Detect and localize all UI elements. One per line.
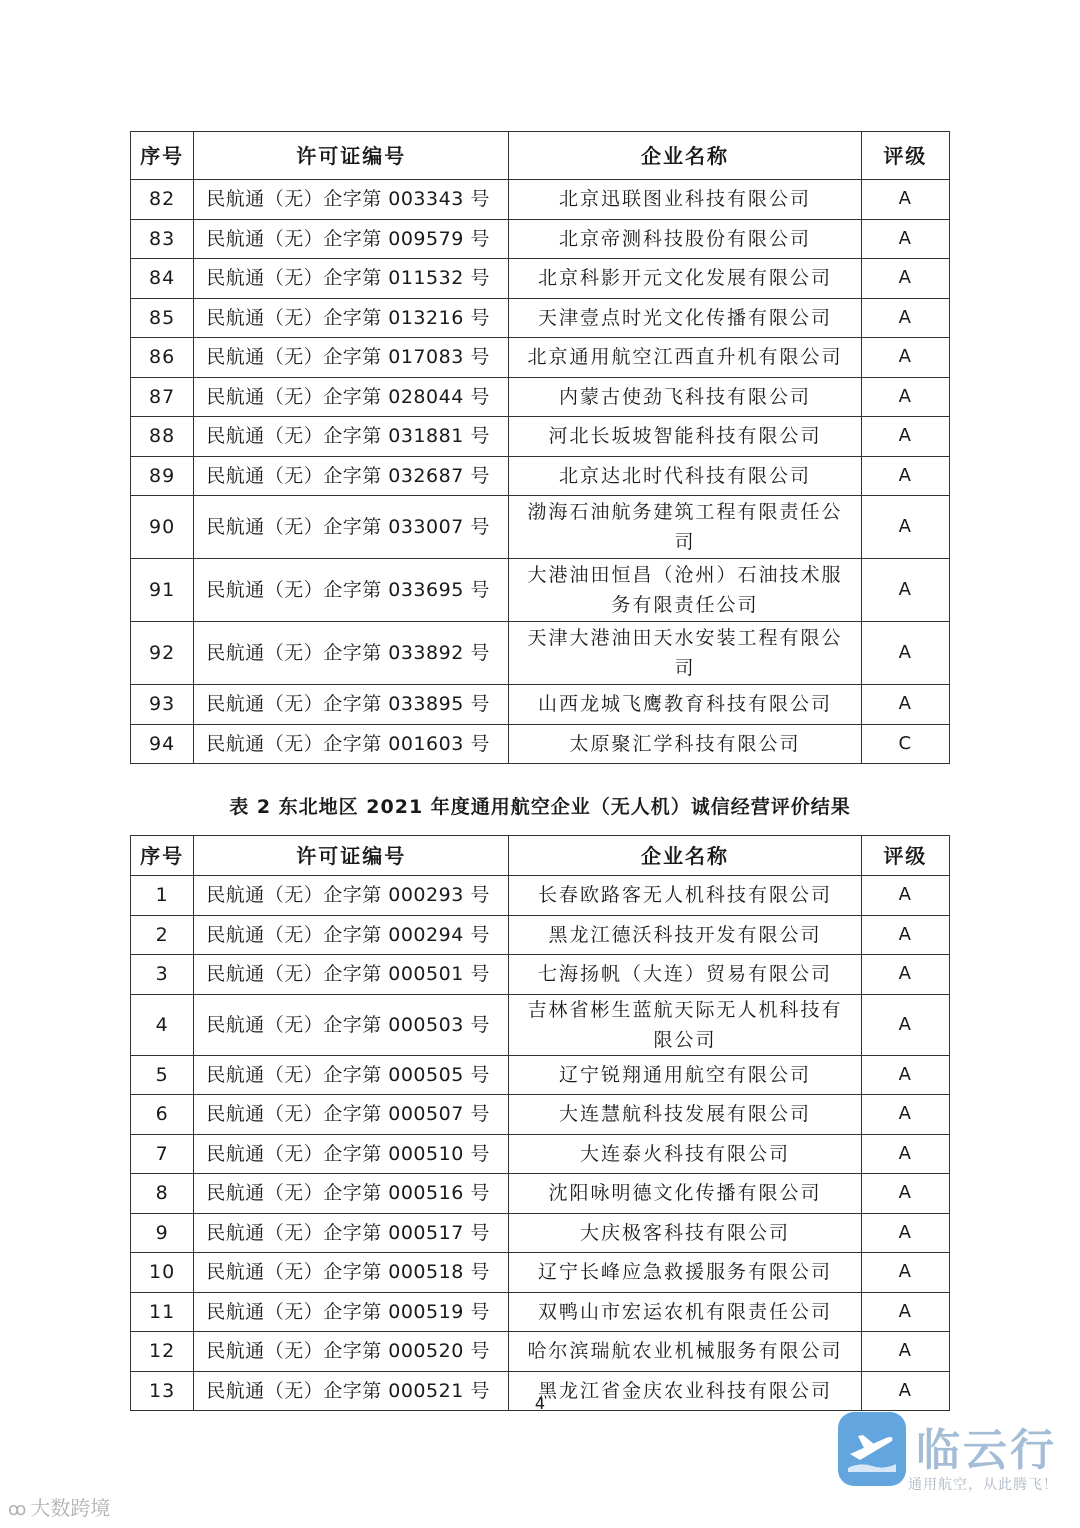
- company-cell: 北京科影开元文化发展有限公司: [509, 259, 861, 299]
- grade-cell: A: [861, 338, 949, 378]
- table-row: [131, 1095, 950, 1135]
- serial-cell: 5: [131, 1055, 194, 1095]
- grade-cell: A: [861, 1134, 949, 1174]
- license-cell: 民航通（无）企字第 003343 号: [194, 180, 509, 220]
- table-row: [131, 685, 950, 725]
- table-row: [131, 1292, 950, 1332]
- grade-cell: A: [861, 259, 949, 299]
- company-cell: 天津大港油田天水安装工程有限公司: [509, 622, 861, 685]
- table-row: [131, 994, 950, 1055]
- airplane-icon: [838, 1412, 906, 1486]
- license-cell: 民航通（无）企字第 000519 号: [194, 1292, 509, 1332]
- license-cell: 民航通（无）企字第 000517 号: [194, 1213, 509, 1253]
- page-number: 4: [534, 1394, 546, 1413]
- company-cell: 北京通用航空江西直升机有限公司: [509, 338, 861, 378]
- grade-cell: A: [861, 219, 949, 259]
- license-cell: 民航通（无）企字第 000520 号: [194, 1332, 509, 1372]
- table-row: [131, 876, 950, 916]
- logo-title: 临云行: [916, 1425, 1057, 1476]
- serial-cell: 82: [131, 180, 194, 220]
- header-company: 企业名称: [509, 836, 861, 876]
- header-grade: 评级: [861, 836, 949, 876]
- serial-cell: 12: [131, 1332, 194, 1372]
- evaluation-table-north: [130, 131, 950, 764]
- serial-cell: 1: [131, 876, 194, 916]
- company-cell: 河北长坂坡智能科技有限公司: [509, 417, 861, 457]
- license-cell: 民航通（无）企字第 000503 号: [194, 994, 509, 1055]
- grade-cell: A: [861, 876, 949, 916]
- company-cell: 渤海石油航务建筑工程有限责任公司: [509, 496, 861, 559]
- license-cell: 民航通（无）企字第 000293 号: [194, 876, 509, 916]
- license-cell: 民航通（无）企字第 033695 号: [194, 559, 509, 622]
- serial-cell: 10: [131, 1253, 194, 1293]
- company-cell: 山西龙城飞鹰教育科技有限公司: [509, 685, 861, 725]
- company-cell: 太原聚汇学科技有限公司: [509, 724, 861, 764]
- table-row: [131, 955, 950, 995]
- company-cell: 哈尔滨瑞航农业机械服务有限公司: [509, 1332, 861, 1372]
- brand-logo: [838, 1412, 1068, 1512]
- license-cell: 民航通（无）企字第 009579 号: [194, 219, 509, 259]
- license-cell: 民航通（无）企字第 013216 号: [194, 298, 509, 338]
- serial-cell: 7: [131, 1134, 194, 1174]
- company-cell: 黑龙江省金庆农业科技有限公司: [509, 1371, 861, 1411]
- grade-cell: A: [861, 1292, 949, 1332]
- company-cell: 七海扬帆（大连）贸易有限公司: [509, 955, 861, 995]
- grade-cell: A: [861, 1213, 949, 1253]
- license-cell: 民航通（无）企字第 000518 号: [194, 1253, 509, 1293]
- header-serial: 序号: [131, 132, 194, 180]
- table-header-row: [131, 132, 950, 180]
- company-cell: 天津壹点时光文化传播有限公司: [509, 298, 861, 338]
- license-cell: 民航通（无）企字第 000510 号: [194, 1134, 509, 1174]
- serial-cell: 89: [131, 456, 194, 496]
- grade-cell: A: [861, 622, 949, 685]
- serial-cell: 84: [131, 259, 194, 299]
- license-cell: 民航通（无）企字第 000507 号: [194, 1095, 509, 1135]
- table-row: [131, 1213, 950, 1253]
- header-license: 许可证编号: [194, 836, 509, 876]
- table-row: [131, 298, 950, 338]
- license-cell: 民航通（无）企字第 000521 号: [194, 1371, 509, 1411]
- serial-cell: 2: [131, 915, 194, 955]
- grade-cell: A: [861, 1055, 949, 1095]
- grade-cell: A: [861, 994, 949, 1055]
- table-row: [131, 456, 950, 496]
- header-company: 企业名称: [509, 132, 861, 180]
- serial-cell: 4: [131, 994, 194, 1055]
- header-license: 许可证编号: [194, 132, 509, 180]
- license-cell: 民航通（无）企字第 028044 号: [194, 377, 509, 417]
- table-row: [131, 724, 950, 764]
- license-cell: 民航通（无）企字第 000501 号: [194, 955, 509, 995]
- company-cell: 双鸭山市宏运农机有限责任公司: [509, 1292, 861, 1332]
- table-row: [131, 259, 950, 299]
- table-caption: 表 2 东北地区 2021 年度通用航空企业（无人机）诚信经营评价结果: [229, 796, 851, 818]
- grade-cell: A: [861, 685, 949, 725]
- serial-cell: 13: [131, 1371, 194, 1411]
- grade-cell: A: [861, 1253, 949, 1293]
- header-grade: 评级: [861, 132, 949, 180]
- header-serial: 序号: [131, 836, 194, 876]
- grade-cell: A: [861, 377, 949, 417]
- serial-cell: 6: [131, 1095, 194, 1135]
- grade-cell: A: [861, 1174, 949, 1214]
- table-row: [131, 1055, 950, 1095]
- serial-cell: 87: [131, 377, 194, 417]
- table-row: [131, 1134, 950, 1174]
- table-row: [131, 622, 950, 685]
- serial-cell: 93: [131, 685, 194, 725]
- table-header-row: [131, 836, 950, 876]
- serial-cell: 86: [131, 338, 194, 378]
- serial-cell: 92: [131, 622, 194, 685]
- grade-cell: A: [861, 496, 949, 559]
- company-cell: 辽宁长峰应急救援服务有限公司: [509, 1253, 861, 1293]
- license-cell: 民航通（无）企字第 017083 号: [194, 338, 509, 378]
- company-cell: 大港油田恒昌（沧州）石油技术服务有限责任公司: [509, 559, 861, 622]
- serial-cell: 88: [131, 417, 194, 457]
- table-row: [131, 180, 950, 220]
- company-cell: 长春欧路客无人机科技有限公司: [509, 876, 861, 916]
- grade-cell: A: [861, 915, 949, 955]
- table-row: [131, 496, 950, 559]
- serial-cell: 91: [131, 559, 194, 622]
- license-cell: 民航通（无）企字第 031881 号: [194, 417, 509, 457]
- table-row: [131, 915, 950, 955]
- table-row: [131, 338, 950, 378]
- watermark-icon: ꝏ: [8, 1499, 27, 1520]
- company-cell: 辽宁锐翔通用航空有限公司: [509, 1055, 861, 1095]
- table-row: [131, 559, 950, 622]
- grade-cell: C: [861, 724, 949, 764]
- watermark-text: 大数跨境: [30, 1496, 111, 1520]
- company-cell: 沈阳咏明德文化传播有限公司: [509, 1174, 861, 1214]
- license-cell: 民航通（无）企字第 000516 号: [194, 1174, 509, 1214]
- license-cell: 民航通（无）企字第 033892 号: [194, 622, 509, 685]
- company-cell: 吉林省彬生蓝航天际无人机科技有限公司: [509, 994, 861, 1055]
- grade-cell: A: [861, 1371, 949, 1411]
- grade-cell: A: [861, 456, 949, 496]
- table-row: [131, 1174, 950, 1214]
- company-cell: 北京帝测科技股份有限公司: [509, 219, 861, 259]
- watermark: [8, 1492, 110, 1521]
- grade-cell: A: [861, 1332, 949, 1372]
- grade-cell: A: [861, 559, 949, 622]
- company-cell: 大庆极客科技有限公司: [509, 1213, 861, 1253]
- license-cell: 民航通（无）企字第 001603 号: [194, 724, 509, 764]
- company-cell: 北京达北时代科技有限公司: [509, 456, 861, 496]
- grade-cell: A: [861, 298, 949, 338]
- grade-cell: A: [861, 1095, 949, 1135]
- table-row: [131, 377, 950, 417]
- license-cell: 民航通（无）企字第 011532 号: [194, 259, 509, 299]
- serial-cell: 3: [131, 955, 194, 995]
- license-cell: 民航通（无）企字第 000505 号: [194, 1055, 509, 1095]
- serial-cell: 94: [131, 724, 194, 764]
- license-cell: 民航通（无）企字第 000294 号: [194, 915, 509, 955]
- table-row: [131, 417, 950, 457]
- serial-cell: 11: [131, 1292, 194, 1332]
- serial-cell: 9: [131, 1213, 194, 1253]
- license-cell: 民航通（无）企字第 033007 号: [194, 496, 509, 559]
- company-cell: 北京迅联图业科技有限公司: [509, 180, 861, 220]
- license-cell: 民航通（无）企字第 033895 号: [194, 685, 509, 725]
- table-row: [131, 1253, 950, 1293]
- table-row: [131, 219, 950, 259]
- evaluation-table-northeast: [130, 835, 950, 1411]
- license-cell: 民航通（无）企字第 032687 号: [194, 456, 509, 496]
- company-cell: 大连慧航科技发展有限公司: [509, 1095, 861, 1135]
- table-row: [131, 1332, 950, 1372]
- serial-cell: 85: [131, 298, 194, 338]
- grade-cell: A: [861, 180, 949, 220]
- grade-cell: A: [861, 955, 949, 995]
- grade-cell: A: [861, 417, 949, 457]
- logo-slogan: 通用航空，从此腾飞！: [908, 1477, 1058, 1493]
- serial-cell: 8: [131, 1174, 194, 1214]
- company-cell: 大连泰火科技有限公司: [509, 1134, 861, 1174]
- company-cell: 内蒙古使劲飞科技有限公司: [509, 377, 861, 417]
- serial-cell: 90: [131, 496, 194, 559]
- company-cell: 黑龙江德沃科技开发有限公司: [509, 915, 861, 955]
- serial-cell: 83: [131, 219, 194, 259]
